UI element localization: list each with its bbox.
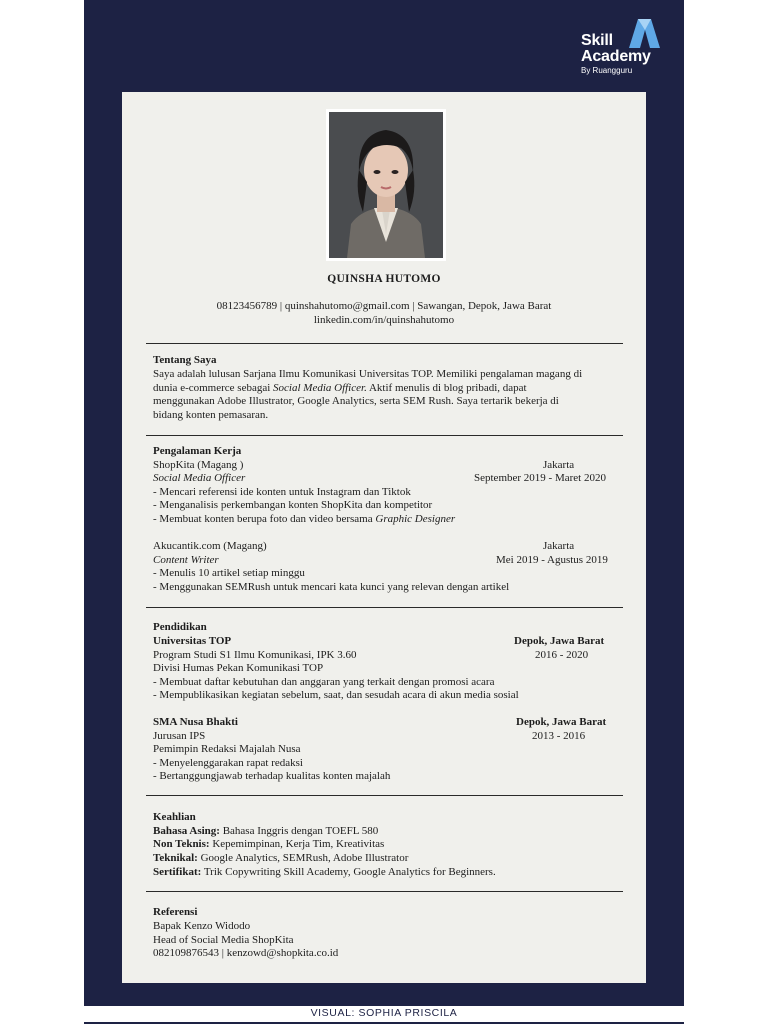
divider [146, 435, 623, 436]
reference-line: Head of Social Media ShopKita [153, 934, 294, 946]
brand-line1: Skill [581, 32, 613, 49]
job-company: ShopKita (Magang ) [153, 459, 244, 471]
school-location: Depok, Jawa Barat [516, 716, 607, 728]
reference-title: Referensi [153, 906, 198, 918]
school-name: SMA Nusa Bhakti [153, 716, 238, 728]
skill-item: Sertifikat: Trik Copywriting Skill Academy, Google Analytics for Beginners. [153, 866, 496, 878]
job-company: Akucantik.com (Magang) [153, 540, 267, 552]
skill-academy-logo-icon [621, 17, 661, 49]
candidate-name: QUINSHA HUTOMO [327, 273, 441, 285]
job-role: Content Writer [153, 554, 219, 566]
divider [146, 343, 623, 344]
about-line: dunia e-commerce sebagai Social Media Officer. Aktif menulis di blog pribadi, dapat [153, 381, 527, 394]
job-bullet: - Membuat konten berupa foto dan video bersama Graphic Designer [153, 513, 456, 525]
school-program: Program Studi S1 Ilmu Komunikasi, IPK 3.60 [153, 649, 357, 661]
school-period: 2013 - 2016 [532, 730, 586, 742]
about-title: Tentang Saya [153, 354, 217, 366]
about-paragraph [153, 368, 621, 422]
experience-title: Pengalaman Kerja [153, 445, 242, 457]
skill-item: Bahasa Asing: Bahasa Inggris dengan TOEFL 580 [153, 825, 379, 837]
education-title: Pendidikan [153, 621, 207, 633]
divider [146, 607, 623, 608]
job-bullet: - Menggunakan SEMRush untuk mencari kata kunci yang relevan dengan artikel [153, 581, 510, 593]
divider [146, 795, 623, 796]
profile-photo [326, 109, 446, 261]
job-bullet: - Mencari referensi ide konten untuk Instagram dan Tiktok [153, 486, 411, 498]
skill-academy-logo[interactable] [579, 17, 671, 73]
skill-item: Teknikal: Google Analytics, SEMRush, Adobe Illustrator [153, 852, 409, 864]
school-line: - Bertanggungjawab terhadap kualitas konten majalah [153, 770, 391, 782]
school-line: Pemimpin Redaksi Majalah Nusa [153, 743, 301, 755]
job-location: Jakarta [543, 459, 575, 471]
school-line: - Membuat daftar kebutuhan dan anggaran yang terkait dengan promosi acara [153, 676, 495, 688]
about-line: bidang konten pemasaran. [153, 408, 269, 421]
school-name: Universitas TOP [153, 635, 232, 647]
skills-title: Keahlian [153, 811, 196, 823]
visual-credit: VISUAL: SOPHIA PRISCILA [310, 1007, 458, 1019]
school-location: Depok, Jawa Barat [514, 635, 605, 647]
school-line: - Mempublikasikan kegiatan sebelum, saat, dan sesudah acara di akun media sosial [153, 689, 519, 701]
divider [146, 891, 623, 892]
job-period: Mei 2019 - Agustus 2019 [496, 554, 608, 566]
skill-item: Non Teknis: Kepemimpinan, Kerja Tim, Kreativitas [153, 838, 385, 850]
linkedin-link[interactable]: linkedin.com/in/quinshahutomo [313, 314, 455, 326]
brand-line2: Academy [581, 48, 651, 65]
job-period: September 2019 - Maret 2020 [474, 472, 606, 484]
school-program: Jurusan IPS [153, 730, 206, 742]
job-role: Social Media Officer [153, 472, 246, 484]
school-line: - Menyelenggarakan rapat redaksi [153, 757, 303, 769]
reference-line: 082109876543 | kenzowd@shopkita.co.id [153, 947, 339, 959]
job-location: Jakarta [543, 540, 575, 552]
about-line: Saya adalah lulusan Sarjana Ilmu Komunikasi Universitas TOP. Memiliki pengalaman magang di [153, 368, 583, 380]
contact-line: 08123456789 | quinshahutomo@gmail.com | Sawangan, Depok, Jawa Barat [216, 300, 552, 312]
reference-line: Bapak Kenzo Widodo [153, 920, 251, 932]
brand-line3: By Ruangguru [581, 66, 633, 75]
job-bullet: - Menganalisis perkembangan konten ShopKita dan kompetitor [153, 499, 433, 511]
school-line: Divisi Humas Pekan Komunikasi TOP [153, 662, 324, 674]
school-period: 2016 - 2020 [535, 649, 589, 661]
job-bullet: - Menulis 10 artikel setiap minggu [153, 567, 305, 579]
about-line: menggunakan Adobe Illustrator, Google Analytics, serta SEM Rush. Saya tertarik bekerja di [153, 395, 559, 407]
